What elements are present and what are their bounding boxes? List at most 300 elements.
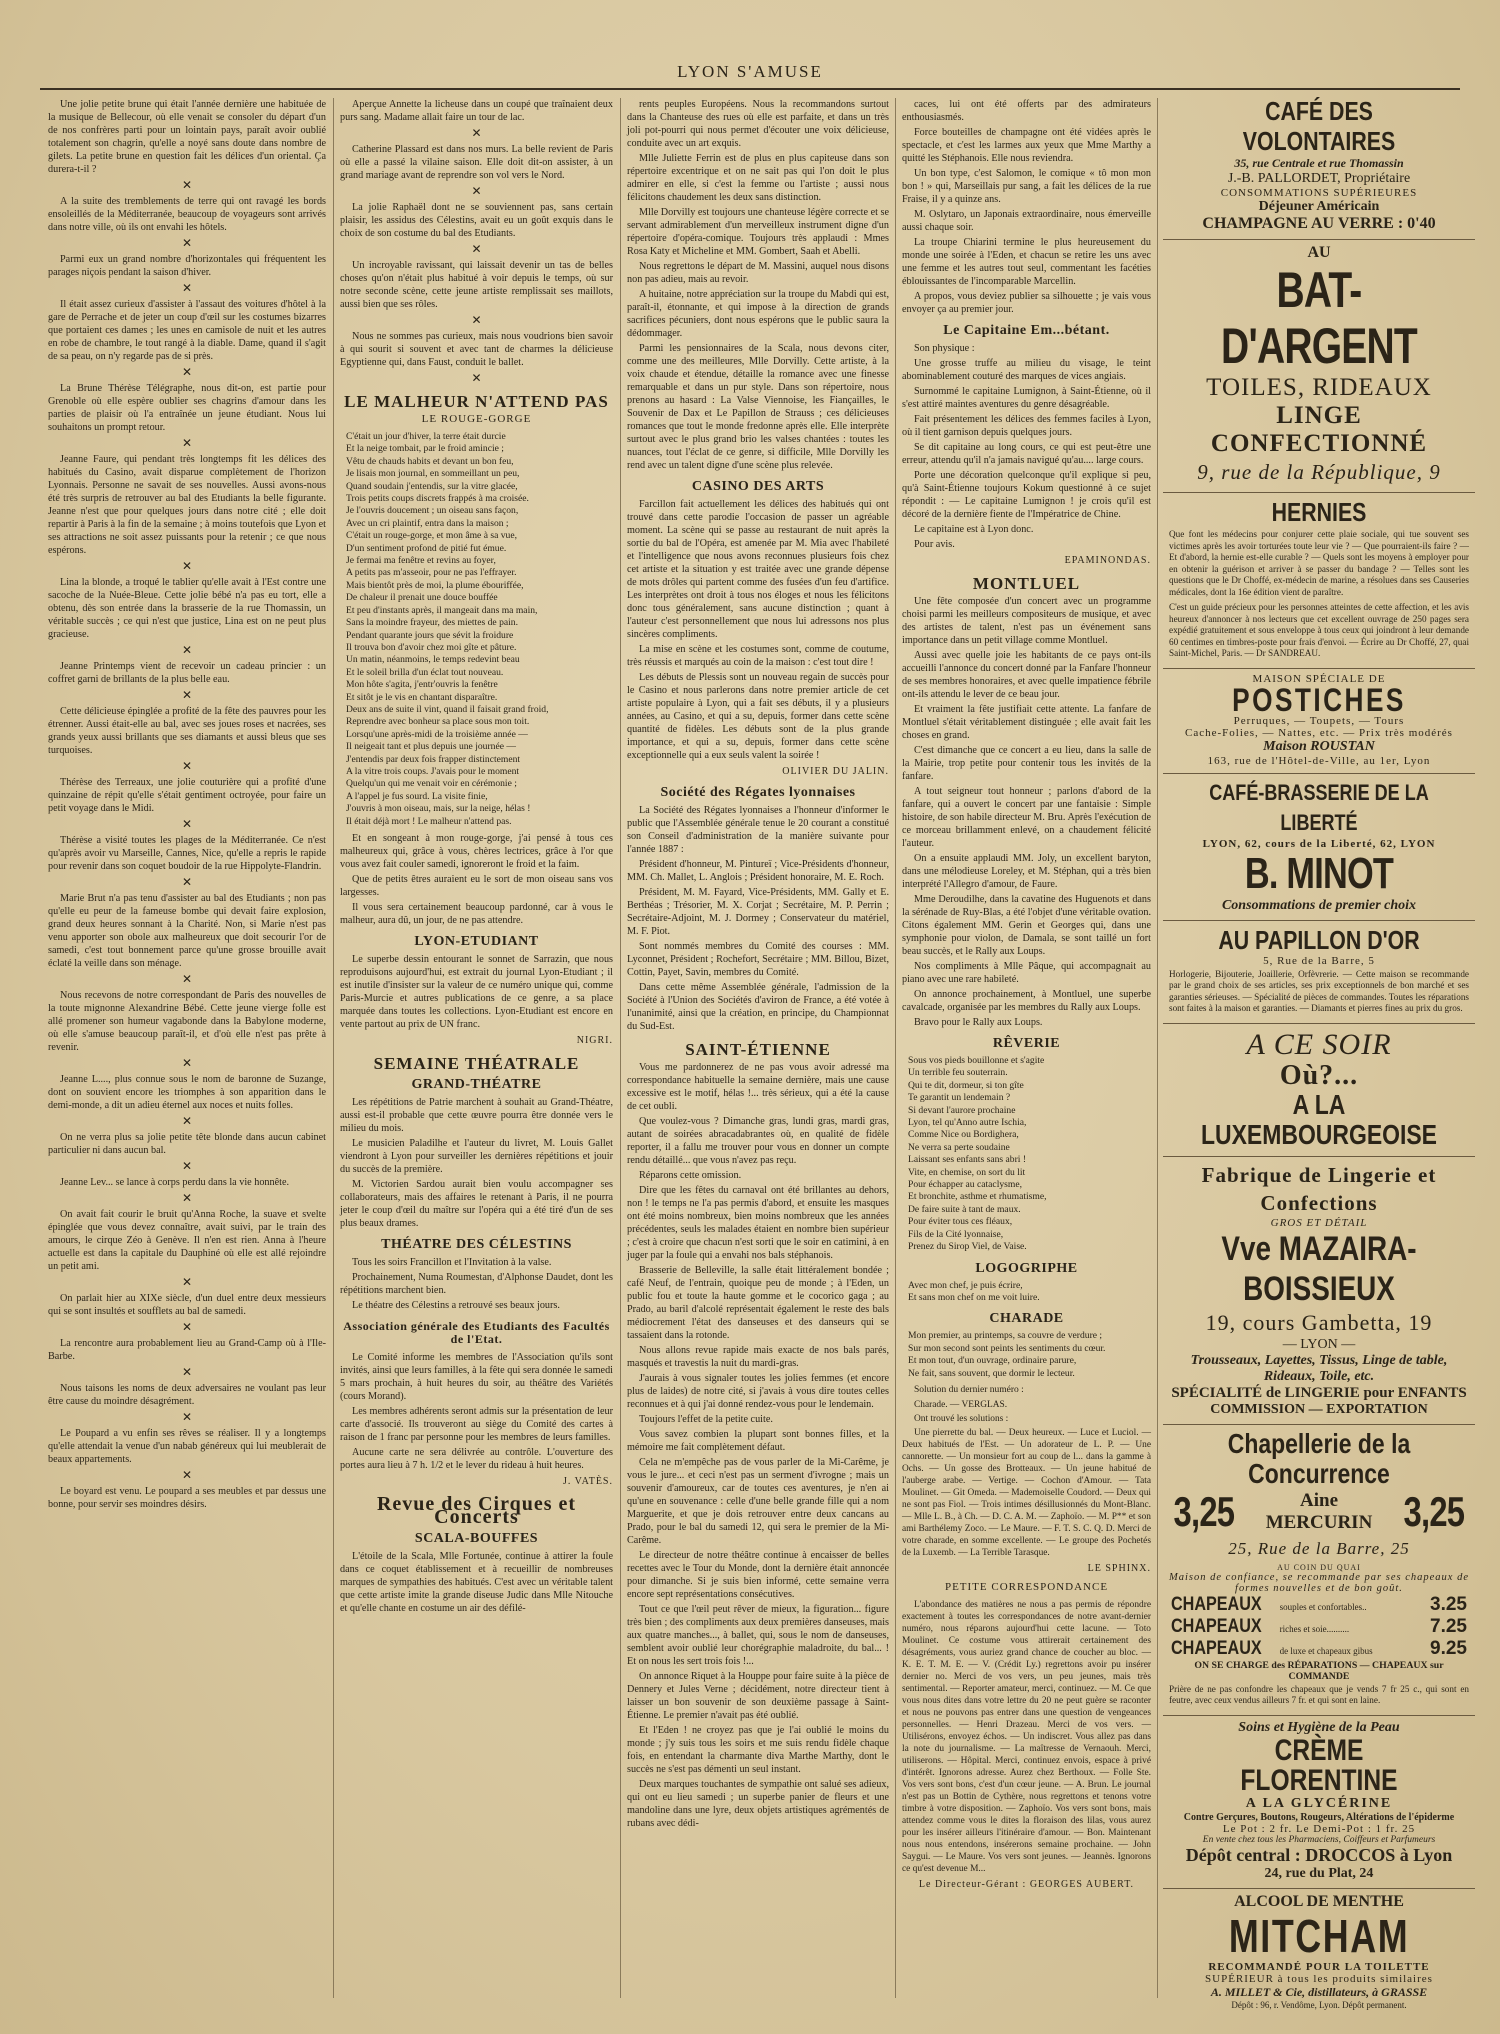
paragraph: A huitaine, notre appréciation sur la troupe du Mabdi qui est, paraît-il, étonnante, et qui impose à la direction de grands sacrifices pécuniers, dont nous espérons que le public saura la dédommager. (627, 289, 889, 339)
ad-text: C'est un guide précieux pour les personnes atteintes de cette affection, et les avis heureux d'annoncer à nos lecteurs que cet excellent ouvrage de 250 pages sera expédié gratuitement et sous enveloppe à tous ceux qui joindront à leur demande 60 centimes en timbres-poste pour frais d'envoi. — Écrire au Dr Choffé, 27, quai Saint-Michel, Paris. — Dr SANDREAU. (1169, 602, 1469, 658)
ad-line: A CE SOIR (1246, 1027, 1392, 1061)
paragraph: La Société des Régates lyonnaises a l'honneur d'informer le public que l'Assemblée générale tenue le 20 courant a constitué son Conseil d'administration de la manière suivante pour l'année 1887 : (627, 805, 889, 855)
paragraph: Que voulez-vous ? Dimanche gras, lundi gras, mardi gras, autant de soirées abracadabrantes où, en qualité de fidèle reporter, il a fallu me trouver pour vous en donner un compte rendu détaillé... que vous n'avez pas reçu. (627, 1116, 889, 1166)
paragraph: Jeanne Printemps vient de recevoir un cadeau princier : un coffret garni de brillants de la plus belle eau. (48, 661, 326, 685)
separator: ✕ (181, 1159, 193, 1173)
section-title-casino: CASINO DES ARTS (691, 479, 825, 494)
section-title-saint-etienne: SAINT-ÉTIENNE (685, 1040, 831, 1059)
verse-line: De faire suite à tant de maux. (908, 1203, 1021, 1215)
price-item-note: de luxe et chapeaux gibus (1279, 1645, 1373, 1656)
verse-line: Qui te dit, dormeur, si ton gîte (908, 1079, 1024, 1091)
section-title-lyon-etudiant: LYON-ETUDIANT (414, 934, 539, 949)
paragraph: Nous taisons les noms de deux adversaires ne voulant pas leur être cause du moindre désagrément. (48, 1383, 326, 1407)
subsection-grand-theatre: GRAND-THÉATRE (411, 1077, 542, 1092)
ad-line: Soins et Hygiène de la Peau (1238, 1719, 1400, 1735)
poem-subtitle: LE ROUGE-GORGE (421, 413, 532, 425)
verse-line: Il neigeait tant et plus depuis une journée — (346, 741, 516, 753)
column-2 (340, 98, 613, 2008)
verse-line: Mon premier, au printemps, sa couvre de verdure ; (908, 1330, 1103, 1342)
separator: ✕ (181, 875, 193, 889)
paragraph: Force bouteilles de champagne ont été vidées après le spectacle, et c'est les larmes aux yeux que Mme Marthy a quitté les Stéphanois. Elle nous reviendra. (902, 127, 1151, 164)
separator: ✕ (181, 1320, 193, 1334)
paragraph: Président d'honneur, M. Pintureï ; Vice-Présidents d'honneur, MM. Ch. Mallet, L. Anglois ; Président honoraire, M. E. Roch. (627, 859, 889, 883)
paragraph: Deux marques touchantes de sympathie ont salué ses adieux, qui ont eu lieu samedi ; un superbe panier de fleurs et une mandoline dans une lyre, deux objets artistiques agrémentés de rubans avec dédi- (627, 1779, 889, 1829)
gerant-signature: Le Directeur-Gérant : GEORGES AUBERT. (918, 1878, 1135, 1890)
paragraph: Thérèse des Terreaux, une jolie couturière qui a profité d'une quinzaine de répit qu'elle s'était gentiment octroyée, pour faire un petit voyage dans le Midi. (48, 777, 326, 814)
separator: ✕ (181, 1275, 193, 1289)
paragraph: Aussi avec quelle joie les habitants de ce pays ont-ils accueilli l'annonce du concert donné par la Fanfare l'honneur de ses membres honoraires, et avec quelle impatience fébrile ont-ils attendu le lever de ce beau jour. (902, 650, 1151, 700)
solutions-title: Solution du dernier numéro : (914, 1384, 1024, 1395)
ad-address: LYON, 62, cours de la Liberté, 62, LYON (1202, 837, 1436, 850)
verse-line: Lorsqu'une après-midi de la troisième année — (346, 728, 528, 740)
separator: ✕ (181, 236, 193, 250)
subsection-association: Association générale des Etudiants des Facultés de l'Etat. (343, 1319, 610, 1346)
verse-line: Mon hôte s'agita, j'entr'ouvris la fenêtre (346, 679, 498, 691)
verse-line: Reprendre avec bonheur sa place sous mon toit. (346, 716, 530, 728)
ad-title: CAFÉ-BRASSERIE DE LA LIBERTÉ (1209, 779, 1429, 835)
paragraph: Le théatre des Célestins a retrouvé ses beaux jours. (352, 1300, 560, 1311)
ad-owner: B. MINOT (1244, 848, 1394, 898)
verse-line: Pour éviter tous ces fléaux, (908, 1216, 1013, 1228)
paragraph: Catherine Plassard est dans nos murs. La belle revient de Paris où elle a passé la vilaine saison. Elle doit dit-on assister, à un grand mariage avant de reprendre son vol vers le Nord. (340, 144, 613, 181)
ad-line: Déjeuner Américain (1258, 199, 1380, 214)
scala-text: L'étoile de la Scala, Mlle Fortunée, continue à attirer la foule dans ce coquet établissement et à recueillir de nombreuses marques de sympathies des habitués. C'est avec un véritable talent que cette artiste imite la grande diseuse Judic dans Mlle Nitouche et qu'elle chante en costume un air des défilé- (340, 1551, 613, 1614)
ad-title: Chapellerie de la Concurrence (1227, 1427, 1411, 1489)
paragraph: Toujours l'effet de la petite cuite. (639, 1414, 773, 1425)
paragraph: Le Poupard a vu enfin ses rêves se réaliser. Il y a longtemps qu'elle attendait la venue d'un nabab généreux qui lui meublerait de beaux appartements. (48, 1428, 326, 1465)
ad-title: POSTICHES (1232, 681, 1406, 718)
paragraph: J'aurais à vous signaler toutes les jolies femmes (et encore plus de laides) de notre cité, si j'avais à vous dire toutes celles reconnues et à qui j'ai donné rendez-vous pour le lendemain. (627, 1373, 889, 1410)
price-item-name: CHAPEAUX (1171, 1637, 1262, 1659)
paragraph: Et l'Eden ! ne croyez pas que je l'ai oublié le moins du monde ; j'y suis tous les soirs et me suis rendu fidèle chaque fois, en entendant la charmante diva Marthe Marthy, dont le succès ne s'est pas démenti un seul instant. (627, 1725, 889, 1775)
ad-line: MAISON SPÉCIALE DE (1252, 672, 1386, 685)
ad-cafe-volontaires (1163, 92, 1475, 240)
paragraph: Aucune carte ne sera délivrée au contrôle. L'ouverture des portes aura lieu à 7 h. 1/2 et le lever du rideau à huit heures. (340, 1447, 613, 1471)
lyon-etudiant-text: Le superbe dessin entourant le sonnet de Sarrazin, que nous reproduisons aujourd'hui, est extrait du journal Lyon-Etudiant ; il est inutile d'insister sur la valeur de ce numéro unique qui, comme Paris-Murcie et autres publications de ce genre, a sa place marquée dans toutes les collections. Lyon-Etudiant est encore en vente partout au prix de UN franc. (340, 954, 613, 1030)
paragraph: Il vous sera certainement beaucoup pardonné, car à vous le malheur, aura dû, un jour, de ne pas attendre. (340, 902, 613, 926)
paragraph: Nos compliments à Mlle Pâque, qui accompagnait au piano avec une rare habileté. (902, 961, 1151, 985)
separator: ✕ (181, 1410, 193, 1424)
verse-line: C'était un jour d'hiver, la terre était durcie (346, 431, 506, 442)
price-item-note: riches et soie.......... (1279, 1623, 1350, 1634)
paragraph: C'est dimanche que ce concert a eu lieu, dans la salle de la Mairie, trop petite pour contenir tous les invités de la fanfare. (902, 745, 1151, 782)
ad-address: 35, rue Centrale et rue Thomassin (1234, 156, 1404, 170)
price-item-value: 7.25 (1430, 1615, 1467, 1637)
ad-line: GROS ET DÉTAIL (1270, 1216, 1368, 1229)
paragraph: Charade. — VERGLAS. (914, 1399, 1008, 1410)
ad-line: AU (1307, 244, 1331, 261)
paragraph: Se dit capitaine au long cours, ce qui est peut-être une erreur, attendu qu'il n'a jamais navigué qu'au.... large cours. (902, 442, 1151, 466)
section-title-regates: Société des Régates lyonnaises (660, 785, 856, 800)
ad-line: Le Pot : 2 fr. Le Demi-Pot : 1 fr. 25 (1222, 1822, 1416, 1835)
masthead-rule (40, 88, 1460, 90)
ad-line: A LA GLYCÉRINE (1245, 1795, 1393, 1811)
separator: ✕ (471, 313, 482, 327)
verse-line: Et sitôt je le vis en chantant disparaître. (346, 691, 498, 703)
paragraph: Cette délicieuse épinglée a profité de la fête des pauvres pour les étrenner. Aussi était-elle au bal, avec ses joues roses et nacrées, ses grands yeux aussi brillants que ses diamants et aussi bleus que ses turquoises. (48, 706, 326, 756)
paragraph: caces, lui ont été offerts par des admirateurs enthousiasmés. (902, 99, 1151, 123)
paragraph: La troupe Chiarini termine le plus heureusement du monde une soirée à l'Eden, et chacun se retire les uns avec une femme et les autres tout seul, commentant les facéties éblouissantes de l'incomparable Marcellin. (902, 237, 1151, 287)
separator: ✕ (181, 643, 193, 657)
ad-line: Où?... (1279, 1059, 1359, 1091)
separator: ✕ (181, 1191, 193, 1205)
separator: ✕ (471, 126, 482, 140)
ad-title: Vve MAZAIRA-BOISSIEUX (1221, 1229, 1417, 1308)
verse-line: A petits pas m'asseoir, pour ne pas l'effrayer. (346, 567, 517, 579)
verse-line: Quand soudain j'entendis, sur la vitre glacée, (346, 480, 518, 492)
paragraph: Thérèse a visité toutes les plages de la Méditerranée. Ce n'est qu'après avoir vu Marseille, Cannes, Nice, qu'elle a repris le rapide pour revenir dans son coquet boudoir de la rue Hippolyte-Flandrin. (48, 835, 326, 872)
separator: ✕ (471, 371, 482, 385)
paragraph: Fait présentement les délices des femmes faciles à Lyon, où il tient garnison depuis quelques jours. (902, 414, 1151, 438)
separator: ✕ (181, 1056, 193, 1070)
verse-line: Ne verra sa perte soudaine (908, 1141, 1010, 1153)
paragraph: Marie Brut n'a pas tenu d'assister au bal des Etudiants ; non pas qu'elle eu peur de la fameuse bombe qui devait faire explosion, grand deux heures sonnant à la Charité. Non, si Marie n'est pas venu apporter son obole aux malheureux que doit secourir l'or de samedi, c'est tout bonnement parce qu'une grosse brouille avait éclaté la veille dans son ménage. (48, 893, 326, 969)
verse-line: Prenez du Sirop Viel, de Vaise. (908, 1241, 1027, 1253)
paragraph: Et en songeant à mon rouge-gorge, j'ai pensé à tous ces malheureux qui, grâce à vous, chères lectrices, grâce à l'or que vous avez fait couler samedi, ignoreront le froid et la faim. (340, 833, 613, 870)
verse-line: J'ouvris à mon oiseau, mais, sur la neige, hélas ! (346, 803, 531, 815)
paragraph: La Brune Thérèse Télégraphe, nous dit-on, est partie pour Grenoble où elle espère oublier ses chagrins d'amour dans les parties de plaisir où l'a entraînée un jeune étudiant. Nous lui souhaitons un prompt retour. (48, 383, 326, 433)
section-title-montluel: MONTLUEL (972, 574, 1081, 593)
paragraph: Lina la blonde, a troqué le tablier qu'elle avait à l'Est contre une sacoche de la Nuée-Bleue. Cette jolie bébé n'a pas eu tort, elle a obtenu, dès son entrée dans la brasserie de la rue Thomassin, un véritable succès ; ce qui n'est que justice, Lina est on ne peut plus gracieuse. (48, 577, 326, 640)
paragraph: Nous ne sommes pas curieux, mais nous voudrions bien savoir à qui sourit si souvent et avec tant de charmes la délicieuse Egyptienne qui, dans Faust, conduit le ballet. (340, 331, 613, 368)
verse-line: Je fermai ma fenêtre et revins au foyer, (346, 555, 496, 567)
paragraph: Ont trouvé les solutions : (914, 1413, 1009, 1424)
verse-line: Et mon tout, d'un ouvrage, ordinaire parure, (908, 1355, 1077, 1367)
paragraph: Mlle Juliette Ferrin est de plus en plus capiteuse dans son répertoire excentrique et on ne sait pas qui l'on doit le plus admirer en elle, si c'est la femme ou l'artiste ; aussi nous félicitons chaudement les deux sans distinction. (627, 153, 889, 203)
section-title-capitaine: Le Capitaine Em...bétant. (943, 323, 1110, 338)
ad-line: En vente chez tous les Pharmaciens, Coiffeurs et Parfumeurs (1202, 1834, 1436, 1845)
ad-address: Dépôt : 96, r. Vendôme, Lyon. Dépôt permanent. (1231, 1999, 1407, 2010)
column-3 (627, 98, 889, 2008)
verse-line: Fils de la Cité lyonnaise, (908, 1228, 1004, 1240)
price-item-name: CHAPEAUX (1171, 1615, 1262, 1637)
poem-reverie (902, 1055, 1151, 1254)
verse-line: Un terrible feu souterrain. (908, 1067, 1008, 1079)
verse-line: A l'appel je fus sourd. La visite finie, (346, 790, 488, 802)
subsection-celestins: THÉATRE DES CÉLESTINS (381, 1237, 572, 1252)
verse-line: Avec mon chef, je puis écrire, (908, 1279, 1023, 1291)
ad-line: TOILES, RIDEAUX (1206, 374, 1432, 401)
separator: ✕ (181, 1114, 193, 1128)
price-row (1165, 1638, 1473, 1660)
verse-line: C'était un rouge-gorge, et mon âme à sa vue, (346, 530, 517, 542)
ad-text: Horlogerie, Bijouterie, Joaillerie, Orfèvrerie. — Cette maison se recommande par le grand choix de ses articles, ses prix exceptionnels de bon marché et ses garanties sérieuses. — Spécialité de pièces de commandes. Toutes les réparations sont faites à la maison et garanties. — Diamants et pierres fines au prix du gros. (1169, 968, 1469, 1013)
ad-mitcham (1163, 1889, 1475, 2016)
separator: ✕ (181, 178, 193, 192)
ad-owner: J.-B. PALLORDET, Propriétaire (1227, 171, 1411, 186)
paragraph: Et vraiment la fête justifiait cette attente. La fanfare de Montluel s'était véritablement distinguée ; elle avait fait les choses en grand. (902, 704, 1151, 741)
ad-line: Dépôt central : DROCCOS à Lyon (1185, 1844, 1453, 1865)
paragraph: A propos, vous deviez publier sa silhouette ; je vais vous envoyer ça au premier jour. (902, 291, 1151, 315)
paragraph: Aperçue Annette la licheuse dans un coupé que traînaient deux purs sang. Madame allait faire un tour de lac. (340, 99, 613, 123)
verse-line: Il était déjà mort ! Le malheur n'attend pas. (346, 815, 512, 827)
paragraph: Bravo pour le Rally aux Loups. (914, 1017, 1043, 1028)
ad-line: LINGE CONFECTIONNÉ (1210, 402, 1428, 457)
paragraph: Un incroyable ravissant, qui laissait devenir un tas de belles choses qu'on n'était plus habitué à voir depuis le temps, où sur notre seconde scène, cette jeune artiste remplissait ses maillots, aussi bien que ses rôles. (340, 260, 613, 310)
section-title-petite-correspondance: PETITE CORRESPONDANCE (944, 1580, 1109, 1593)
ad-line: Fabrique de Lingerie et Confections (1201, 1162, 1437, 1215)
paragraph: Les débuts de Plessis sont un nouveau regain de succès pour le Casino et nous parlerons dans notre premier article de cet artiste populaire à Lyon, qui a fait ses débuts, il y a plusieurs années, au Casino, et qui a su, depuis, former dans cette scène quantité de fidèles. Les débuts sont de la plus grande importance, et qui a su, depuis, former dans cette scène exceptionnelle qui a eux seuls valent la soirée ! (627, 672, 889, 761)
paragraph: On parlait hier au XIXe siècle, d'un duel entre deux messieurs qui se sont insultés et soufflets au bal de samedi. (48, 1293, 326, 1317)
paragraph: Un bon type, c'est Salomon, le comique « tô mon mon bon ! » qui, Marseillais pur sang, a fait les délices de la rue Fraise, il y a quinze ans. (902, 168, 1151, 205)
paragraph: Les répétitions de Patrie marchent à souhait au Grand-Théatre, aussi est-il probable que cette œuvre pourra être donnée vers le milieu du mois. (340, 1097, 613, 1134)
verse-line: Pendant quarante jours que sévit la froidure (346, 629, 514, 641)
separator: ✕ (181, 1365, 193, 1379)
ad-line: COMMISSION — EXPORTATION (1210, 1401, 1428, 1417)
verse-line: Avec un cri plaintif, entra dans la maison ; (346, 517, 509, 529)
subsection-scala: SCALA-BOUFFES (414, 1531, 539, 1546)
paragraph: Dire que les fêtes du carnaval ont été brillantes au dehors, non ! le temps ne l'a pas permis d'abord, et ensuite les masques ont été moins nombreux, bien moins nombreux que les années précédentes, seuls les malades étaient en nombre bien supérieur ; c'est à croire que chacun n'est sorti que le soir en catimini, à en juger par la foule qui a envahi nos bals stéphanois. (627, 1185, 889, 1261)
column-divider (333, 98, 334, 1998)
ad-line: SUPÉRIEUR à tous les produits similaires (1205, 1972, 1433, 1985)
price: 3,25 (1173, 1487, 1235, 1535)
paragraph: La mise en scène et les costumes sont, comme de coutume, très réussis et marqués au coin de la maison : c'est tout dire ! (627, 644, 889, 668)
price-item-value: 9.25 (1430, 1637, 1467, 1659)
verse-line: Lyon, tel qu'Anno autre Ischia, (908, 1117, 1027, 1129)
ad-papillon-dor (1163, 921, 1475, 1024)
paragraph: Farcillon fait actuellement les délices des habitués qui ont trouvé dans cette parodie l'occasion de passer un agréable moment. La scène qui se passe au restaurant de nuit après la sortie du bal de l'Opéra, est amenée par M. Mia avec l'habileté et l'intelligence que nous avons reconnues plusieurs fois chez cet artiste et la situation y est traitée avec une grande dépense de mots drôles qui partent comme des fusées d'un feu d'artifice. Les interprètes ont droit à tous nos éloges et nous les félicitons donc tous généralement, sans aucune distinction ; quant à l'auteur c'est personnellement que nous lui adressons nos plus sincères compliments. (627, 499, 889, 640)
separator: ✕ (181, 759, 193, 773)
paragraph: M. Oslytaro, un Japonais extraordinaire, nous émerveille aussi chaque soir. (902, 209, 1151, 233)
paragraph: Mlle Dorvilly est toujours une chanteuse légère correcte et se servant admirablement d'un merveilleux instrument digne d'un répertoire d'opéra-comique. Toujours très applaudi : Mmes Rosa Katy et Micheline et MM. Gombert, Saah et Abelli. (627, 207, 889, 257)
paragraph: Cela ne m'empêche pas de vous parler de la Mi-Carême, je vous le jure... et ceci n'est pas un serment d'ivrogne ; mais un souvenir d'amoureux, car de toutes ces aventures, je n'en ai qu'une en souvenance : celle d'une belle grande fille qui a nom Marguerite, et que je dois retrouver entre deux cancans au Prado, pour le bal du samedi 12, qui sera le premier de la Mi-Carême. (627, 1457, 889, 1546)
ad-mazaira-boissieux (1163, 1157, 1475, 1425)
separator: ✕ (181, 1468, 193, 1482)
section-title-revue: Revue des Cirques et Concerts (376, 1493, 577, 1528)
section-title-malheur: LE MALHEUR N'ATTEND PAS (344, 392, 609, 411)
paragraph: Que de petits êtres auraient eu le sort de mon oiseau sans vos largesses. (340, 874, 613, 898)
ad-text: Maison de confiance, se recommande par ses chapeaux de formes nouvelles et de bon goût. (1168, 1571, 1469, 1594)
ad-line: AU COIN DU QUAI (1277, 1562, 1361, 1572)
paragraph: Une pierrette du bal. — Deux heureux. — Luce et Luciol. — Deux habitués de l'Est. — Un adorateur de L. P. — Une cannorette. — Un monsieur fort au coup de l... dans la gamme à Ochs. — Un gosse des Brotteaux. — Un jeune habitué de l'auberge arabe. — Vertige. — Cochon d'Amour. — Tata Moulinet. — Git Omeda. — Mademoiselle Coudord. — Deux qui ne sont pas Fiol. — Trois intimes désillusionnés du Mont-Blanc. — Mlle L. B., à Ch. — D. C. A. M. — Zaphoïo. — M. P** et son ami Barthélemy Zoco. — Le Maure. — F. T. S. C. Q. D. Merci de votre charade, en somme excellente. — Le groupe des Pochetés de la Luxemb. — La Terrible Tarasque. (902, 1427, 1151, 1558)
verse-line: Et bronchite, asthme et rhumatisme, (908, 1191, 1047, 1203)
paragraph: Le boyard est venu. Le poupard a ses meubles et par dessus une bonne, pour servir ses moindres désirs. (48, 1486, 326, 1510)
ad-address: 25, Rue de la Barre, 25 (1228, 1538, 1410, 1558)
paragraph: Jeanne Lev... se lance à corps perdu dans la vie honnête. (60, 1177, 290, 1188)
signature: NIGRI. (576, 1035, 613, 1046)
section-title-charade: CHARADE (989, 1311, 1064, 1327)
paragraph: La jolie Raphaël dont ne se souviennent pas, sans certain plaisir, les assidus des Célestins, avait eu un goût exquis dans le choix de son costume du bal des Etudiants. (340, 202, 613, 239)
ad-line: A. MILLET & Cie, distillateurs, à GRASSE (1210, 1984, 1428, 1999)
section-title-reverie: RÊVERIE (992, 1036, 1061, 1051)
ad-line: Perruques, — Toupets, — Tours (1233, 714, 1405, 727)
logogriphe-text (902, 1280, 1151, 1305)
verse-line: Il trouva bon d'avoir chez moi gîte et pâture. (346, 641, 517, 653)
paragraph: Les membres adhérents seront admis sur la présentation de leur carte d'associé. Ils trouveront au siège du Comité des cartes à raison de 1 franc par personne pour les membres de leurs familles. (340, 1406, 613, 1443)
separator: ✕ (181, 559, 193, 573)
ad-title: HERNIES (1271, 497, 1367, 527)
paragraph: Une fête composée d'un concert avec un programme choisi parmi les meilleurs compositeurs de musique, et avec des artistes de talent, n'est pas un événement sans importance dans un petit village comme Montluel. (902, 596, 1151, 646)
ad-cafe-liberte (1163, 774, 1475, 921)
ad-address: 9, rue de la République, 9 (1197, 460, 1441, 484)
ad-text: Que font les médecins pour conjurer cette plaie sociale, qui tue souvent ses victimes après les avoir torturées toute leur vie ? — Que pourraient-ils faire ? — Et d'abord, la hernie est-elle curable ? — Quels sont les moyens à employer pour en obtenir la guérison et arriver à se passer du bandage ? — Telles sont les questions que le Dr Choffé, ex-médecin de marine, a résolues dans ses Causeries médicales, dont la 16e édition vient de paraître. (1169, 529, 1469, 597)
paragraph: Vous savez combien la plupart sont bonnes filles, et la mémoire me fait complètement défaut. (627, 1429, 889, 1453)
separator: ✕ (471, 184, 482, 198)
verse-line: Te garantit un lendemain ? (908, 1092, 1011, 1104)
verse-line: A la vitre trois coups. J'avais pour le moment (346, 765, 520, 777)
ad-title: CAFÉ DES VOLONTAIRES (1242, 96, 1396, 156)
price: 3,25 (1403, 1487, 1465, 1535)
paragraph: Vous me pardonnerez de ne pas vous avoir adressé ma correspondance habituelle la semaine dernière, mais une cause excessive est le motif, hélas !... très sérieux, qui a été la cause de cet oubli. (627, 1062, 889, 1112)
separator: ✕ (181, 972, 193, 986)
price-item-note: souples et confortables.. (1279, 1601, 1367, 1612)
paragraph: Prochainement, Numa Roumestan, d'Alphonse Daudet, dont les répétitions marchent bien. (340, 1272, 613, 1296)
signature: LE SPHINX. (1087, 1562, 1151, 1574)
paragraph: Son physique : (914, 343, 975, 354)
ad-address: 163, rue de l'Hôtel-de-Ville, au 1er, Lyon (1207, 754, 1431, 767)
paragraph: Le directeur de notre théâtre continue à encaisser de belles recettes avec le Tour du Monde, dont la dernière était annoncée pour dimanche. Si je suis bien informé, cette semaine verra encore sept représentations consécutives. (627, 1550, 889, 1600)
section-title-semaine: SEMAINE THÉATRALE (373, 1054, 580, 1073)
masthead-title: LYON S'AMUSE (677, 62, 823, 81)
paragraph: Nous regrettons le départ de M. Massini, auquel nous disons non pas adieu, mais au revoir. (627, 261, 889, 285)
ad-text: Prière de ne pas confondre les chapeaux que je vends 7 fr 25 c., qui sont en feutre, avec ceux vendus ailleurs 7 fr. et qui sont en laine. (1169, 1683, 1469, 1705)
paragraph: Président, M. M. Fayard, Vice-Présidents, MM. Gally et E. Berthéas ; Trésorier, M. X. Corjat ; Secrétaire, M. P. Perrin ; Secrétaire-Adjoint, M. J. Dormey ; Conservateur du matériel, M. F. Piot. (627, 887, 889, 937)
paragraph: Réparons cette omission. (639, 1170, 742, 1181)
paragraph: Parmi eux un grand nombre d'horizontales qui fréquentent les parages niçois pendant la saison d'hiver. (48, 254, 326, 278)
paragraph: Mme Deroudilhe, dans la cavatine des Huguenots et dans la sérénade de Ruy-Blas, a été l'objet d'une véritable ovation. Citons également MM. Gerin et Georges qui, dans une symphonie pour violon, de Damala, se sont taillé un fort beau succès, et le Rally aux Loups. (902, 894, 1151, 957)
paragraph: A la suite des tremblements de terre qui ont ravagé les bords ensoleillés de la Méditerranée, beaucoup de voyageurs sont arrivés dans notre ville, où ils ont envahi les hôtels. (48, 196, 326, 233)
ad-title: BAT-D'ARGENT (1221, 262, 1417, 374)
separator: ✕ (181, 817, 193, 831)
column-divider (1157, 98, 1158, 1998)
ad-creme-florentine (1163, 1716, 1475, 1889)
verse-line: Et le soleil brilla d'un éclat tout nouveau. (346, 666, 504, 678)
verse-line: Et sans mon chef on me voit luire. (908, 1291, 1040, 1303)
verse-line: Si devant l'aurore prochaine (908, 1104, 1016, 1116)
signature: J. VATÈS. (562, 1476, 613, 1487)
ad-line: Maison ROUSTAN (1263, 738, 1375, 754)
ad-line: Consommations de premier choix (1221, 897, 1417, 913)
price-item-value: 3.25 (1430, 1593, 1467, 1615)
column-gossip-1 (48, 98, 326, 2008)
paragraph: On annonce Riquet à la Houppe pour faire suite à la pièce de Dennery et Jules Verne ; décidément, notre directeur tient à laisser un bon souvenir de son deuxième passage à Saint-Étienne. Le premier n'avait pas été oublié. (627, 1671, 889, 1721)
paragraph: Le musicien Paladilhe et l'auteur du livret, M. Louis Gallet viendront à Lyon pour surveiller les dernières répétitions et jouir du succès de la première. (340, 1138, 613, 1175)
verse-line: Pour échapper au cataclysme, (908, 1179, 1023, 1191)
verse-line: Quelqu'un qui me venait voir en cérémonie ; (346, 778, 517, 790)
paragraph: Surnommé le capitaine Lumignon, à Saint-Étienne, où il s'est attiré maintes aventures du genre désagréable. (902, 386, 1151, 410)
ad-line: Trousseaux, Layettes, Tissus, Linge de table, Rideaux, Toile, etc. (1190, 1352, 1448, 1384)
ad-line: CHAMPAGNE AU VERRE : 0'40 (1202, 215, 1436, 232)
poem-rouge-gorge (340, 431, 613, 828)
verse-line: Sur mon second sont peints les sentiments du cœur. (908, 1342, 1106, 1354)
column-4 (902, 98, 1151, 2008)
ad-line: — LYON — (1282, 1336, 1356, 1352)
paragraph: On annonce prochainement, à Montluel, une superbe cavalcade, organisée par les membres du Rally aux Loups. (902, 989, 1151, 1013)
paragraph: Brasserie de Belleville, la salle était littéralement bondée ; café Neuf, de l'entrain, quoique peu de monde ; à l'Eden, un public fou et toute la haute gomme et le cocorico gaga ; au Prado, au baril d'alcolé représentait également le reste des bals médiocrement l'état des danseuses et des danseurs qui se tassaient dans la rotonde. (627, 1265, 889, 1341)
verse-line: Vite, en chemise, on sort du lit (908, 1166, 1026, 1178)
chapellerie-price-line (1165, 1489, 1473, 1535)
verse-line: Deux ans de suite il vint, quand il faisait grand froid, (346, 703, 549, 715)
separator: ✕ (181, 281, 193, 295)
advertisements-column (1163, 92, 1475, 2010)
paragraph: Porte une décoration quelconque qu'il explique si peu, qu'à Saint-Étienne toujours Kokum questionné à ce sujet répondit : — Le capitaine Lumignon ! je crois qu'il est décoré de la dernière fiente de l'Impératrice de Chine. (902, 470, 1151, 520)
ad-postiches (1163, 669, 1475, 774)
ad-line: ON SE CHARGE des RÉPARATIONS — CHAPEAUX sur COMMANDE (1194, 1659, 1444, 1682)
ad-address: 19, cours Gambetta, 19 (1205, 1309, 1433, 1335)
paragraph: Tout ce que l'œil peut rêver de mieux, la figuration... figure très bien ; des compliments aux deux premières danseuses, mais aux quatre manches..., à ballet, qui, sous le nom de danseuses, semblent avoir oublié leur chorégraphie maladroite, du bal... ! Et on nous les sert trois fois !... (627, 1604, 889, 1667)
ad-line: Contre Gerçures, Boutons, Rougeurs, Altérations de l'épiderme (1183, 1811, 1455, 1823)
verse-line: Un matin, néanmoins, le temps redevint beau (346, 654, 520, 666)
paragraph: Sont nommés membres du Comité des courses : MM. Lyconnet, Président ; Rochefort, Secrétaire ; MM. Billou, Bizet, Cottin, Payet, Savin, membres du Comité. (627, 941, 889, 978)
verse-line: J'entendis par deux fois frapper distinctement (346, 753, 521, 765)
paragraph: Le capitaine est à Lyon donc. (914, 524, 1034, 535)
paragraph: Nous recevons de notre correspondant de Paris des nouvelles de la toute mignonne Alexandrine Bébé. Cette jeune vierge folle est allé promener son humeur vagabonde dans la Babylone moderne, où elle s'amuse beaucoup paraît-il, et d'où elle n'est pas prête à revenir. (48, 990, 326, 1053)
verse-line: De chaleur il prenait une douce bouffée (346, 592, 498, 604)
ad-title: AU PAPILLON D'OR (1218, 924, 1420, 955)
paragraph: Pour avis. (914, 539, 955, 550)
verse-line: Et peu d'instants après, il mangeait dans ma main, (346, 604, 538, 616)
column-divider (620, 98, 621, 1998)
paragraph: La rencontre aura probablement lieu au Grand-Camp où à l'Ile-Barbe. (48, 1338, 326, 1362)
verse-line: Sous vos pieds bouillonne et s'agite (908, 1055, 1045, 1066)
paragraph: On a ensuite applaudi MM. Joly, un excellent baryton, dans une mélodieuse Loreley, et M. Stéphan, qui a très bien interprété l'Allegro d'amour, de Faure. (902, 853, 1151, 890)
verse-line: D'un sentiment profond de pitié fut émue. (346, 542, 507, 554)
ad-hernies (1163, 493, 1475, 669)
signature: OLIVIER DU JALIN. (782, 766, 889, 777)
price-row (1165, 1594, 1473, 1616)
separator: ✕ (471, 242, 482, 256)
ad-chapellerie (1163, 1425, 1475, 1716)
paragraph: On ne verra plus sa jolie petite tête blonde dans aucun cabinet particulier ni dans aucun bal. (48, 1132, 326, 1156)
signature: EPAMINONDAS. (1064, 555, 1151, 566)
ad-line: ALCOOL DE MENTHE (1234, 1892, 1404, 1910)
paragraph: Le Comité informe les membres de l'Association qu'ils sont invités, ainsi que leurs familles, à la fête qui sera donnée le samedi 5 mars prochain, à huit heures du soir, au théâtre des Variétés (cours Morand). (340, 1352, 613, 1402)
ad-line: RECOMMANDÉ POUR LA TOILETTE (1208, 1960, 1430, 1973)
paragraph: Tous les soirs Francillon et l'Invitation à la valse. (352, 1257, 552, 1268)
verse-line: Vêtu de chauds habits et devant un bon feu, (346, 455, 514, 467)
ad-title: MITCHAM (1228, 1909, 1410, 1962)
paragraph: A tout seigneur tout honneur ; parlons d'abord de la fanfare, qui a ouvert le concert par une fantaisie : Simple histoire, de son habile directeur M. Bru. Après l'exécution de ce morceau brillamment enlevé, on a chaudement félicité l'auteur. (902, 786, 1151, 849)
verse-line: Trois petits coups discrets frappés à ma croisée. (346, 493, 529, 505)
ad-bat-dargent (1163, 240, 1475, 493)
paragraph: Une jolie petite brune qui était l'année dernière une habituée de la musique de Bellecour, où elle venait se consoler du départ d'un de nos confrères parti pour un lointain pays, paraît avoir oublié totalement son chagrin, qu'elle a noyé sans doute dans nombre de gilets. La petite brune en question fait les délices d'un oriental. Ça durera-t-il ? (48, 99, 326, 175)
section-title-logogriphe: LOGOGRIPHE (975, 1260, 1078, 1276)
ad-owner: Aine MERCURIN (1265, 1489, 1373, 1533)
price-item-name: CHAPEAUX (1171, 1593, 1262, 1615)
paragraph: Jeanne Faure, qui pendant très longtemps fit les délices des habitués du Casino, avait disparue complètement de l'horizon Lyonnais. Personne ne savait de ses nouvelles. Aussi avons-nous été très surpris de retrouver au bal des Etudiants la belle figurante. Jeanne n'est que pour quelques jours dans notre cité ; elle doit repartir à Paris à la fin de la semaine ; à moins toutefois que Lyon et ses attractions ne soit assez puissants pour la retenir ; ce que nous espérons. (48, 454, 326, 556)
paragraph: On avait fait courir le bruit qu'Anna Roche, la suave et svelte épinglée que vous devez connaître, avait suivi, par le train des amours, le cirque Zéo à Genève. Il n'en est rien. Anna à l'heure actuelle est dans la capitale du Dauphiné où elle est allé rejoindre un petit ami. (48, 1209, 326, 1272)
verse-line: Je lisais mon journal, en sommeillant un peu, (346, 468, 520, 480)
paragraph: Parmi les pensionnaires de la Scala, nous devons citer, comme une des meilleures, Mlle Dorvilly. Cette artiste, à la voix chaude et étendue, détaille la romance avec une finesse remarquable et dans un pur style. Dans son répertoire, nous prenons au hasard : La Valse Viennoise, les Fiançailles, le Souvenir de Dax et Le Papillon de Strauss ; ces délicieuses romances que tout le monde fredonne après elle. Elle interprète surtout avec le plus grand brio les valses chantées : toutes les nuances, tout l'éclat de ce genre, si difficile, Mlle Dorvilly les rend avec un talent digne d'une scène plus relevée. (627, 343, 889, 471)
paragraph: Dans cette même Assemblée générale, l'admission de la Société à l'Union des Sociétés d'aviron de France, a été votée à l'unanimité, ainsi que la création, en principe, du Championnat du Sud-Est. (627, 982, 889, 1032)
charade-text (902, 1330, 1151, 1380)
ad-line: CONSOMMATIONS SUPÉRIEURES (1220, 187, 1418, 199)
verse-line: Sans la moindre frayeur, des miettes de pain. (346, 617, 518, 629)
verse-line: Et la neige tombait, par le froid amincie ; (346, 443, 504, 455)
price-row (1165, 1616, 1473, 1638)
paragraph: M. Victorien Sardou aurait bien voulu accompagner ses collaborateurs, mais des affaires le retenant à Paris, il ne pourra jeter le coup d'œil du maître sur l'opéra qui a été tiré d'un de ses plus beaux drames. (340, 1179, 613, 1229)
ad-title: CRÈME FLORENTINE (1240, 1733, 1398, 1797)
separator: ✕ (181, 436, 193, 450)
paragraph: Il était assez curieux d'assister à l'assaut des voitures d'hôtel à la gare de Perrache et de jeter un coup d'œil sur les costumes bizarres que portaient ces dames ; les unes en camisole de nuit et les autres en robe de chambre, le tout rangé à la diable. Dame, quand il s'agit de sa peau, on n'y regarde pas de si près. (48, 299, 326, 362)
ad-address: 24, rue du Plat, 24 (1264, 1865, 1374, 1881)
ad-address: 5, Rue de la Barre, 5 (1263, 954, 1375, 967)
separator: ✕ (181, 688, 193, 702)
verse-line: Je l'ouvris doucement ; un oiseau sans façon, (346, 505, 519, 517)
verse-line: Mais bientôt près de moi, la plume ébouriffée, (346, 579, 524, 591)
paragraph: rents peuples Européens. Nous la recommandons surtout dans la Chanteuse des rues où elle est parfaite, et dans un très joli pot-pourri qui nous permet d'écouter une voix délicieuse, conduite avec un art exquis. (627, 99, 889, 149)
verse-line: Comme Nice ou Bordighera, (908, 1129, 1019, 1141)
paragraph: Nous allons revue rapide mais exacte de nos bals parés, masqués et travestis la nuit du mardi-gras. (627, 1345, 889, 1369)
ad-line: SPÉCIALITÉ de LINGERIE pour ENFANTS (1171, 1384, 1467, 1401)
paragraph: Une grosse truffe au milieu du visage, le teint abominablement couturé des marques de vices angiais. (902, 358, 1151, 382)
column-divider (895, 98, 896, 1998)
verse-line: Ne fait, sans souvent, que dormir le lecteur. (908, 1367, 1075, 1379)
petite-correspondance-text: L'abondance des matières ne nous a pas permis de répondre exactement à toutes les correspondances de notre avant-dernier numéro, nous réparons aujourd'hui cette lacune. — Toto Moulinet. Ce costume vous attirerait certainement des désagréments, vous auriez grand chance de coucher au bloc. — K. E. T. M. E. — V. (Crédit Ly.) regrettons avoir pu insérer dernier no. Merci de vos vers, un peu jeunes, mais très sentimental. — Reporter amateur, merci, continuez. — M. Ce que vous nous dites dans votre lettre du 20 ne peut guère se raconter et nous ne pouvons pas entrer dans une question de vengeances personnelles. — Henri Drazeau. Merci de vos vers. — Utilisérons, envoyez échos. — Un indiscret. Vous allez pas dans la note du journalisme. — La maîtresse de Vernaouh. Merci, utiliserons. — Hôpital. Merci, continuez envois, espace à privé d'intérêt. Ignorons adresse. Aurez chez Berthoux. — Folle Ste. Vos vers sont bons, c'est d'un cœur jeune. — A. Brun. Le journal n'est pas un Bottin de Cythère, nous regrettons et tenons votre timbre à votre disposition. — Zaphoïo. Vos vers sont bons, mais attendez comme vous le dites la floraison des lilas, vous aurez pour les insérer ailleurs l'itinéraire d'amour. — Bon. Maintenant nous nous entendons, insérerons semaine prochaine. — John Saygui. — Le Maure. Vos vers sont jeunes. — Jeannès. Ignorons ce qu'est devenue M... (902, 1599, 1151, 1874)
ad-luxembourgeoise (1163, 1024, 1475, 1157)
paragraph: Jeanne L...., plus connue sous le nom de baronne de Suzange, dont on souvient encore les triomphes à son apparition dans le demi-monde, a dit un adieu éternel aux noces et nuits folles. (48, 1074, 326, 1111)
ad-line: Cache-Folies, — Nattes, etc. — Prix très modérés (1185, 726, 1453, 739)
